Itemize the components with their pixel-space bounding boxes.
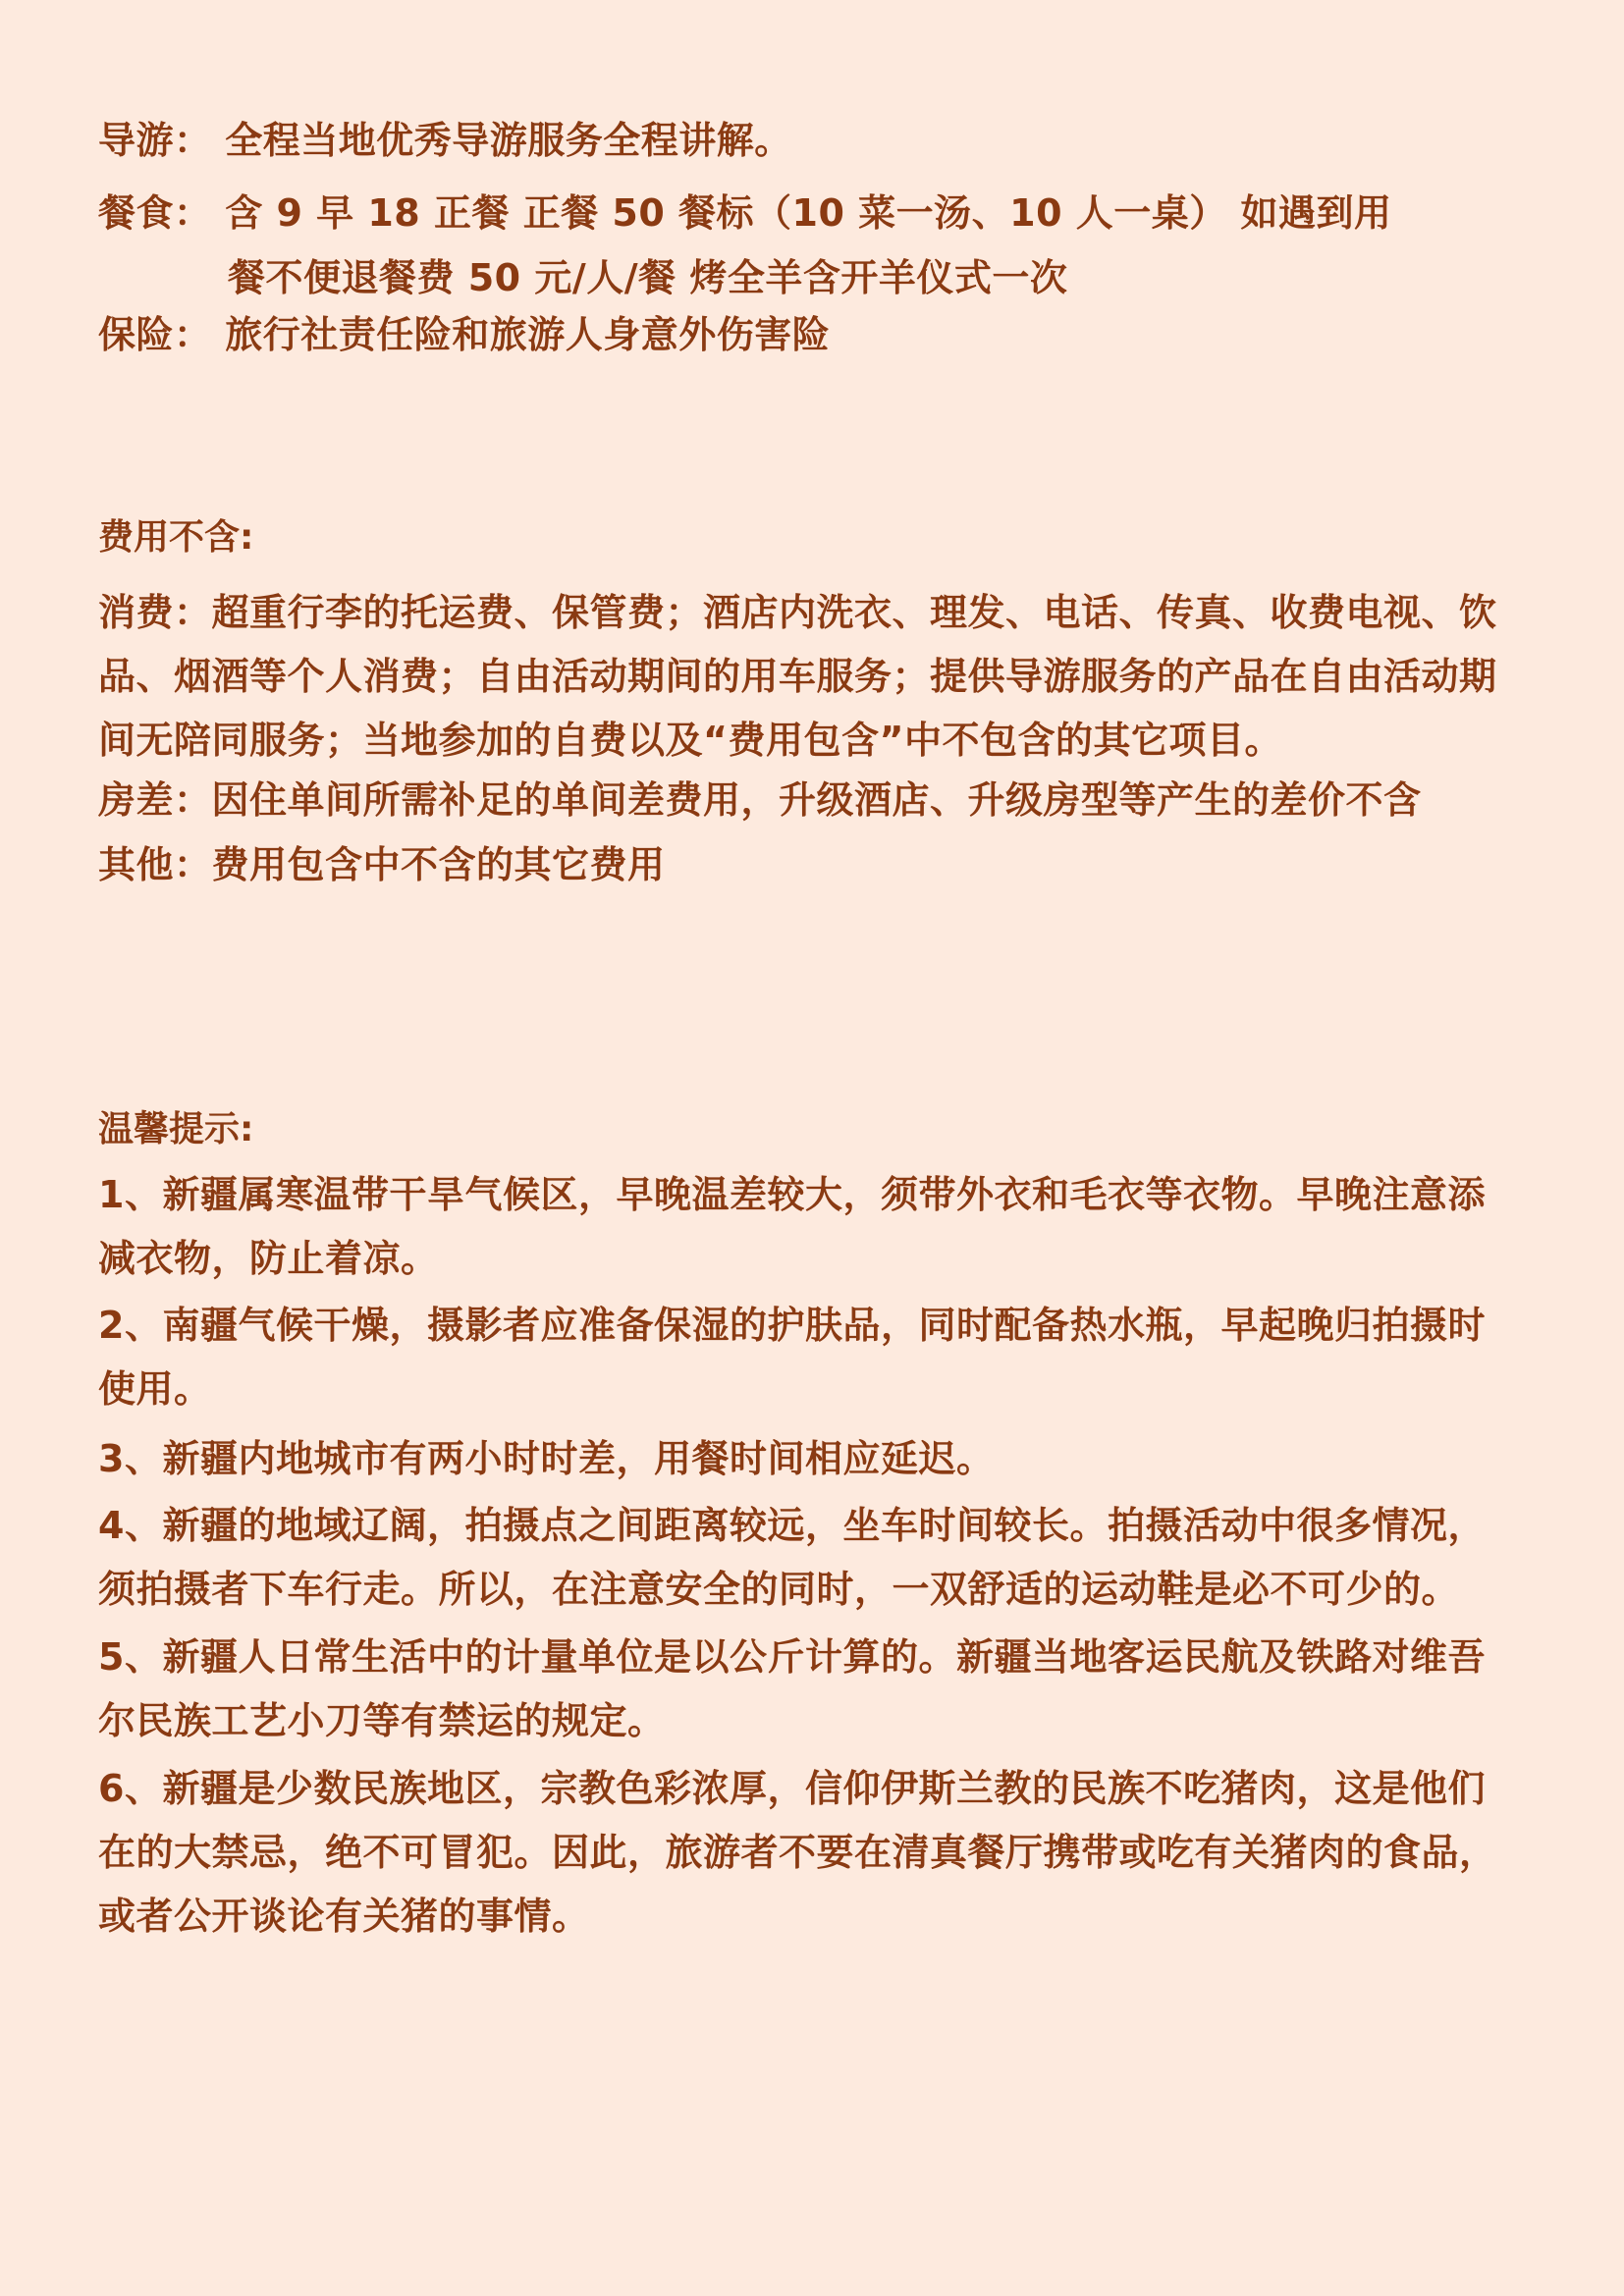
guide-line: 导游： 全程当地优秀导游服务全程讲解。 bbox=[98, 119, 792, 162]
excluded-other: 其他：费用包含中不含的其它费用 bbox=[98, 843, 666, 886]
meals-line-2: 餐不便退餐费 50 元/人/餐 烤全羊含开羊仪式一次 bbox=[228, 256, 1068, 299]
excluded-consumption: 消费：超重行李的托运费、保管费；酒店内洗衣、理发、电话、传真、收费电视、饮品、烟酒等个人消费；自由活动期间的用车服务；提供导游服务的产品在自由活动期间无陪同服务；当地参加的自费以及“费用包含”中不包含的其它项目。 bbox=[98, 591, 1497, 762]
tip-item-2: 2、南疆气候干燥，摄影者应准备保湿的护肤品，同时配备热水瓶，早起晚归拍摄时使用。 bbox=[98, 1304, 1486, 1411]
meals-line-1: 餐食： 含 9 早 18 正餐 正餐 50 餐标（10 菜一汤、10 人一桌） 如遇到用 bbox=[98, 191, 1392, 235]
tip-item-6: 6、新疆是少数民族地区，宗教色彩浓厚，信仰伊斯兰教的民族不吃猪肉，这是他们在的大禁忌，绝不可冒犯。因此，旅游者不要在清真餐厅携带或吃有关猪肉的食品，或者公开谈论有关猪的事情。 bbox=[98, 1767, 1497, 1938]
tip-item-1: 1、新疆属寒温带干旱气候区，早晚温差较大，须带外衣和毛衣等衣物。早晚注意添减衣物，防止着凉。 bbox=[98, 1173, 1486, 1280]
tip-item-5: 5、新疆人日常生活中的计量单位是以公斤计算的。新疆当地客运民航及铁路对维吾尔民族工艺小刀等有禁运的规定。 bbox=[98, 1635, 1486, 1742]
excluded-room: 房差：因住单间所需补足的单间差费用，升级酒店、升级房型等产生的差价不含 bbox=[98, 778, 1422, 822]
tip-item-4: 4、新疆的地域辽阔，拍摄点之间距离较远，坐车时间较长。拍摄活动中很多情况，须拍摄者下车行走。所以，在注意安全的同时，一双舒适的运动鞋是必不可少的。 bbox=[98, 1504, 1486, 1611]
insurance-line: 保险： 旅行社责任险和旅游人身意外伤害险 bbox=[98, 313, 831, 356]
excluded-heading: 费用不含: bbox=[98, 517, 254, 558]
tips-heading: 温馨提示: bbox=[98, 1109, 254, 1149]
tip-item-3: 3、新疆内地城市有两小时时差，用餐时间相应延迟。 bbox=[98, 1437, 995, 1480]
